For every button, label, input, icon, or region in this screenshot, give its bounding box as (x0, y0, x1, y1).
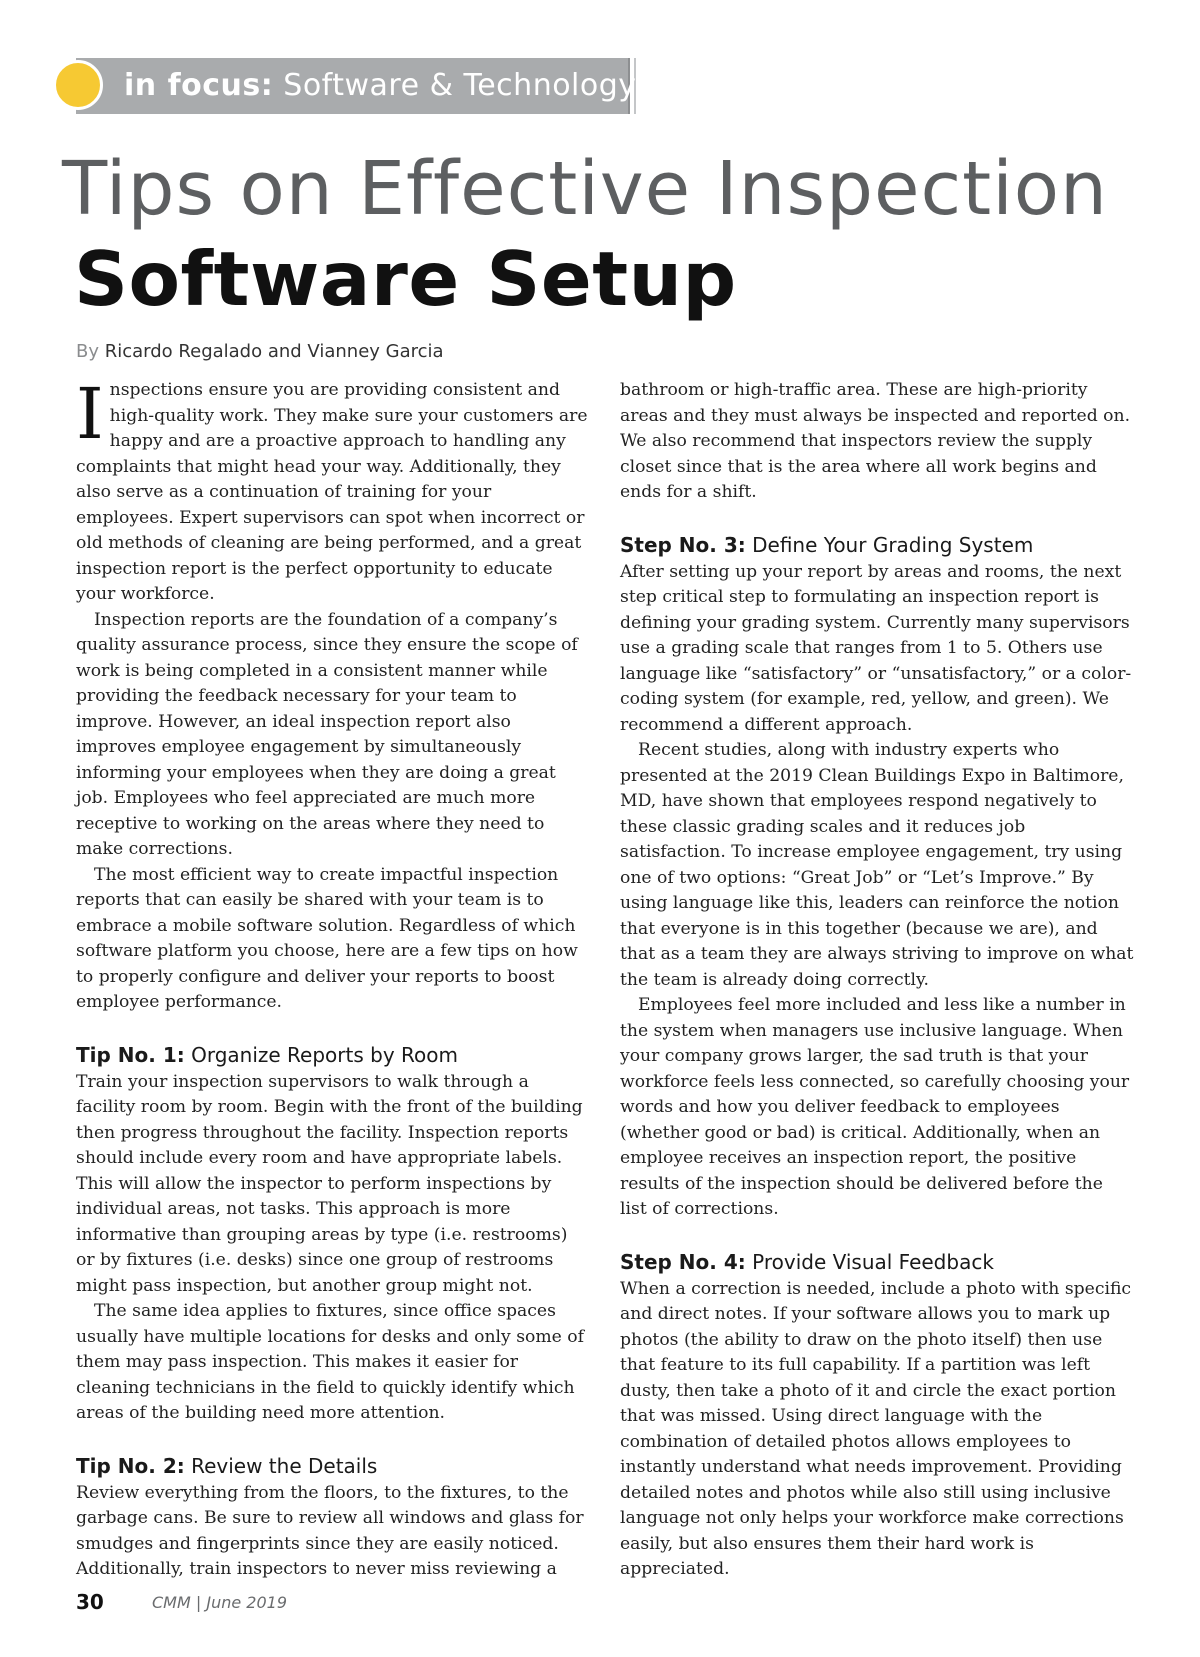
step3-paragraph-1: After setting up your report by areas and rooms, the next step critical step to formulating an inspection report is defining your grading system. Currently many supervisors use a grading scale that ranges from 1 to 5. Others use language like “satisfactory” or “unsatisfactory,” or a color-coding system (for example, red, yellow, and green). We recommend a different approach. (620, 561, 1132, 735)
step4-heading (620, 1249, 1134, 1275)
tip1-heading (76, 1042, 588, 1068)
step3-number: Step No. 3: (620, 532, 746, 557)
tip2-heading (76, 1453, 588, 1479)
byline-authors: Ricardo Regalado and Vianney Garcia (99, 341, 444, 362)
tip2-paragraph-1-continued: bathroom or high-traffic area. These are high-priority areas and they must always be inspected and reported on. We also recommend that inspectors review the supply closet since that is the area where all work begins and ends for a shift. (620, 380, 1131, 502)
yellow-dot-icon (53, 60, 103, 110)
intro-paragraph-3: The most efficient way to create impactful inspection reports that can easily be shared with your team is to embrace a mobile software solution. Regardless of which software platform you choose, here are a few tips on how to properly configure and deliver your reports to boost employee performance. (76, 864, 578, 1012)
page-number: 30 (76, 1590, 104, 1614)
step3-paragraph-3: Employees feel more included and less like a number in the system when managers use inclusive language. When your company grows larger, the sad truth is that your workforce feels less connected, so carefully choosing your words and how you deliver feedback to employees (whether good or bad) is critical. Additionally, when an employee receives an inspection report, the positive results of the inspection should be delivered before the list of corrections. (620, 995, 1130, 1219)
drop-cap: I (76, 373, 104, 455)
article-column-left (76, 373, 588, 1583)
byline (76, 340, 444, 364)
step4-number: Step No. 4: (620, 1249, 746, 1274)
tip1-paragraph-2: The same idea applies to fixtures, since office spaces usually have multiple locations for desks and only some of them may pass inspection. This makes it easier for cleaning technicians in the field to quickly identify which areas of the building need more attention. (76, 1301, 585, 1423)
intro-paragraph-1 (76, 373, 588, 608)
issue-info: CMM | June 2019 (152, 1593, 287, 1612)
step4-title: Provide Visual Feedback (745, 1249, 994, 1274)
intro-paragraph-2: Inspection reports are the foundation of a company’s quality assurance process, since they ensure the scope of work is being completed in a consistent manner while providing the feedback necessary for your team to improve. However, an ideal inspection report also improves employee engagement by simultaneously informing your employees when they are doing a great job. Employees who feel appreciated are much more receptive to working on the areas where they need to make corrections. (76, 609, 578, 859)
article-title-line2: Software Setup (74, 235, 737, 323)
step4-paragraph-1: When a correction is needed, include a photo with specific and direct notes. If your software allows you to mark up photos (the ability to draw on the photo itself) then use that feature to its full capability. If a partition was left dusty, then take a photo of it and circle the exact portion that was missed. Using direct language with the combination of detailed photos allows employees to instantly understand what needs improvement. Providing detailed notes and photos while also still using inclusive language not only helps your workforce make corrections easily, but also ensures them their hard work is appreciated. (620, 1278, 1132, 1579)
tip1-number: Tip No. 1: (76, 1042, 185, 1067)
article-title-line1: Tips on Effective Inspection (62, 146, 1108, 232)
tip2-paragraph-1: Review everything from the floors, to the fixtures, to the garbage cans. Be sure to review all windows and glass for smudges and fingerprints since they are easily noticed. Additionally, train inspectors to never miss reviewing a (76, 1482, 584, 1579)
section-label (124, 66, 637, 106)
tip2-number: Tip No. 2: (76, 1453, 185, 1478)
section-label-prefix: in focus: (124, 68, 274, 103)
article-column-right (620, 378, 1134, 1583)
tip2-title: Review the Details (184, 1453, 378, 1478)
step3-title: Define Your Grading System (745, 532, 1034, 557)
intro-paragraph-1-text: nspections ensure you are providing consistent and high-quality work. They make sure your customers are happy and are a proactive approach to handling any complaints that might head your way. Additionally, they also serve as a continuation of training for your employees. Expert supervisors can spot when incorrect or old methods of cleaning are being performed, and a great inspection report is the perfect opportunity to educate your workforce. (76, 380, 588, 604)
step3-heading (620, 532, 1134, 558)
tip1-title: Organize Reports by Room (184, 1042, 458, 1067)
byline-prefix: By (76, 341, 100, 362)
tip1-paragraph-1: Train your inspection supervisors to walk through a facility room by room. Begin with the front of the building then progress throughout the facility. Inspection reports should include every room and have appropriate labels. This will allow the inspector to perform inspections by individual areas, not tasks. This approach is more informative than grouping areas by type (i.e. restrooms) or by fixtures (i.e. desks) since one group of restrooms might pass inspection, but another group might not. (76, 1071, 583, 1296)
step3-paragraph-2: Recent studies, along with industry experts who presented at the 2019 Clean Buildings Expo in Baltimore, MD, have shown that employees respond negatively to these classic grading scales and it reduces job satisfaction. To increase employee engagement, try using one of two options: “Great Job” or “Let’s Improve.” By using language like this, leaders can reinforce the notion that everyone is in this together (because we are), and that as a team they are always striving to improve on what the team is already doing correctly. (620, 740, 1134, 990)
section-label-topic: Software & Technology (273, 68, 637, 103)
